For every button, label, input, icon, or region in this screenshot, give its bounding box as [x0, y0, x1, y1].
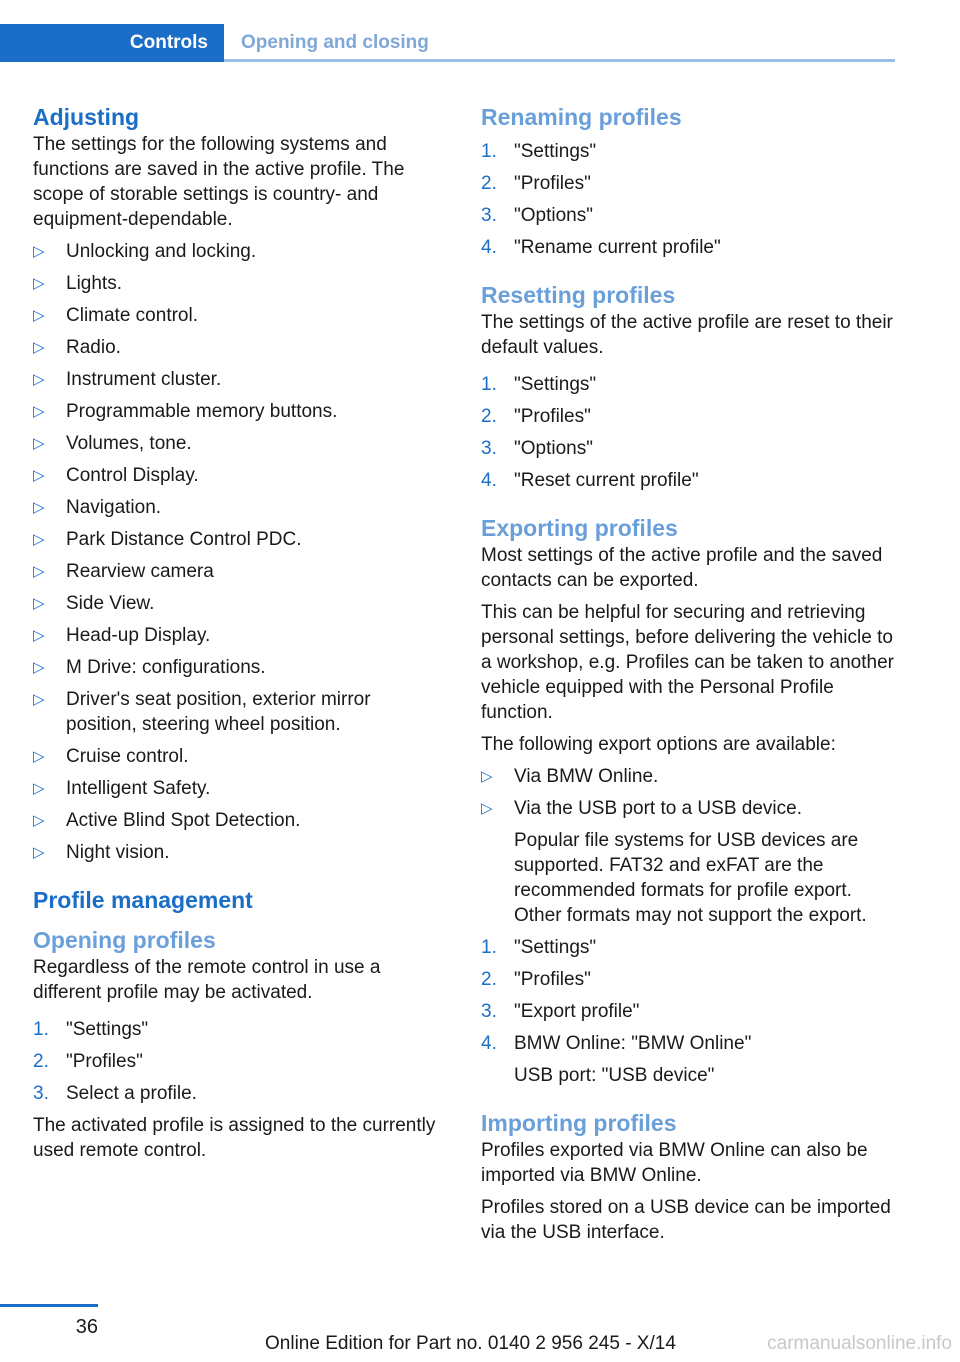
triangle-bullet-icon: ▷	[481, 768, 493, 785]
list-item: 2. "Profiles"	[33, 1051, 143, 1072]
list-item: ▷ Cruise control.	[33, 746, 189, 767]
opening-outro: The activated profile is assigned to the currently used remote control.	[33, 1115, 436, 1161]
page-number: 36	[75, 1316, 98, 1338]
list-item: 3. Select a profile.	[33, 1083, 197, 1104]
step-number: 3.	[481, 438, 497, 459]
list-item: 1. "Settings"	[481, 937, 597, 958]
step-number: 1.	[481, 374, 497, 395]
list-item: ▷ Head-up Display.	[33, 625, 211, 646]
left-column	[33, 102, 443, 1163]
step-number: 3.	[481, 205, 497, 226]
heading-opening-profiles: Opening profiles	[33, 927, 216, 953]
list-item: ▷ Programmable memory buttons.	[33, 401, 338, 422]
step-number: 2.	[481, 173, 497, 194]
list-item: ▷ Via the USB port to a USB device. Popular file systems for USB devices are supported. FAT32 and exFAT are the recommended formats for profile export. Other formats may not support the export.	[481, 796, 895, 928]
resetting-intro: The settings of the active profile are reset to their default values.	[481, 312, 893, 358]
edition-line: Online Edition for Part no. 0140 2 956 245 - X/14	[265, 1333, 676, 1354]
triangle-bullet-icon: ▷	[33, 627, 45, 644]
triangle-bullet-icon: ▷	[33, 531, 45, 548]
section-tab: Controls	[0, 24, 224, 62]
triangle-bullet-icon: ▷	[33, 403, 45, 420]
heading-importing-profiles: Importing profiles	[481, 1110, 677, 1136]
right-column	[481, 102, 895, 1245]
adjusting-intro: The settings for the following systems and functions are saved in the active profile. The scope of storable settings is country- and equipment-dependable.	[33, 134, 405, 230]
step-number: 1.	[481, 141, 497, 162]
list-item: 1. "Settings"	[481, 374, 597, 395]
triangle-bullet-icon: ▷	[33, 275, 45, 292]
list-item: ▷ Unlocking and locking.	[33, 241, 257, 262]
exporting-p3: The following export options are available:	[481, 734, 836, 755]
export-steps	[481, 935, 895, 1088]
exporting-p1: Most settings of the active profile and the saved contacts can be exported.	[481, 545, 883, 591]
footer-rule	[0, 1304, 98, 1307]
list-item: 3. "Options"	[481, 205, 593, 226]
heading-resetting-profiles: Resetting profiles	[481, 282, 676, 308]
list-item: 2. "Profiles"	[481, 969, 591, 990]
triangle-bullet-icon: ▷	[33, 371, 45, 388]
list-item: ▷ Volumes, tone.	[33, 433, 192, 454]
list-item: ▷ Control Display.	[33, 465, 199, 486]
subsection-tab: Opening and closing	[241, 32, 429, 53]
exporting-p2: This can be helpful for securing and retrieving personal settings, before delivering the vehicle to a workshop, e.g. Profiles can be taken to another vehicle equipped with the Personal Profile function.	[481, 602, 894, 723]
step-number: 1.	[481, 937, 497, 958]
list-item: ▷ Climate control.	[33, 305, 198, 326]
triangle-bullet-icon: ▷	[33, 435, 45, 452]
triangle-bullet-icon: ▷	[33, 691, 45, 708]
list-item: ▷ Night vision.	[33, 842, 170, 863]
step-number: 2.	[33, 1051, 49, 1072]
header-rule	[224, 59, 895, 62]
heading-renaming-profiles: Renaming profiles	[481, 104, 682, 130]
step-number: 1.	[33, 1019, 49, 1040]
list-item: ▷ Intelligent Safety.	[33, 778, 211, 799]
page-header	[0, 24, 895, 62]
list-item: 1. "Settings"	[481, 141, 597, 162]
triangle-bullet-icon: ▷	[33, 812, 45, 829]
list-item: 3. "Options"	[481, 438, 593, 459]
step-number: 2.	[481, 406, 497, 427]
importing-p2: Profiles stored on a USB device can be imported via the USB interface.	[481, 1197, 891, 1243]
list-item: 4. BMW Online: "BMW Online" USB port: "USB device"	[481, 1031, 895, 1088]
list-item: ▷ Radio.	[33, 337, 121, 358]
step-number: 4.	[481, 237, 497, 258]
list-item: ▷ Navigation.	[33, 497, 162, 518]
watermark: carmanualsonline.info	[767, 1333, 952, 1354]
triangle-bullet-icon: ▷	[33, 748, 45, 765]
step-number: 2.	[481, 969, 497, 990]
triangle-bullet-icon: ▷	[33, 307, 45, 324]
triangle-bullet-icon: ▷	[33, 243, 45, 260]
triangle-bullet-icon: ▷	[33, 780, 45, 797]
triangle-bullet-icon: ▷	[33, 499, 45, 516]
list-item: ▷ Via BMW Online.	[481, 766, 659, 787]
opening-intro: Regardless of the remote control in use a different profile may be activated.	[33, 957, 381, 1003]
triangle-bullet-icon: ▷	[33, 563, 45, 580]
list-item: ▷ Side View.	[33, 593, 155, 614]
export-options-list	[481, 764, 895, 928]
resetting-steps	[481, 372, 895, 493]
list-item: 3. "Export profile"	[481, 1001, 640, 1022]
triangle-bullet-icon: ▷	[33, 467, 45, 484]
list-item: ▷ Active Blind Spot Detection.	[33, 810, 301, 831]
importing-p1: Profiles exported via BMW Online can also be imported via BMW Online.	[481, 1140, 868, 1186]
list-item: 4. "Reset current profile"	[481, 470, 699, 491]
step-number: 4.	[481, 470, 497, 491]
step-number: 4.	[481, 1033, 497, 1054]
list-item: ▷ Park Distance Control PDC.	[33, 529, 302, 550]
triangle-bullet-icon: ▷	[481, 800, 493, 817]
renaming-steps	[481, 139, 895, 260]
triangle-bullet-icon: ▷	[33, 844, 45, 861]
usb-note: Popular file systems for USB devices are supported. FAT32 and exFAT are the recommended formats for profile export. Other formats may not support the export.	[514, 830, 867, 926]
list-item: ▷ Driver's seat position, exterior mirror position, steering wheel position.	[33, 689, 371, 735]
list-item: 2. "Profiles"	[481, 173, 591, 194]
heading-adjusting: Adjusting	[33, 104, 140, 130]
list-item: ▷ Instrument cluster.	[33, 369, 222, 390]
heading-exporting-profiles: Exporting profiles	[481, 515, 678, 541]
list-item: ▷ M Drive: configurations.	[33, 657, 266, 678]
opening-steps	[33, 1017, 443, 1106]
step-number: 3.	[481, 1001, 497, 1022]
list-item: 1. "Settings"	[33, 1019, 149, 1040]
list-item: 4. "Rename current profile"	[481, 237, 721, 258]
heading-profile-management: Profile management	[33, 887, 253, 913]
list-item: ▷ Rearview camera	[33, 561, 214, 582]
triangle-bullet-icon: ▷	[33, 339, 45, 356]
list-item: ▷ Lights.	[33, 273, 122, 294]
adjusting-list	[33, 239, 443, 865]
triangle-bullet-icon: ▷	[33, 659, 45, 676]
step-number: 3.	[33, 1083, 49, 1104]
list-item: 2. "Profiles"	[481, 406, 591, 427]
triangle-bullet-icon: ▷	[33, 595, 45, 612]
usb-port-substep: USB port: "USB device"	[514, 1065, 715, 1086]
